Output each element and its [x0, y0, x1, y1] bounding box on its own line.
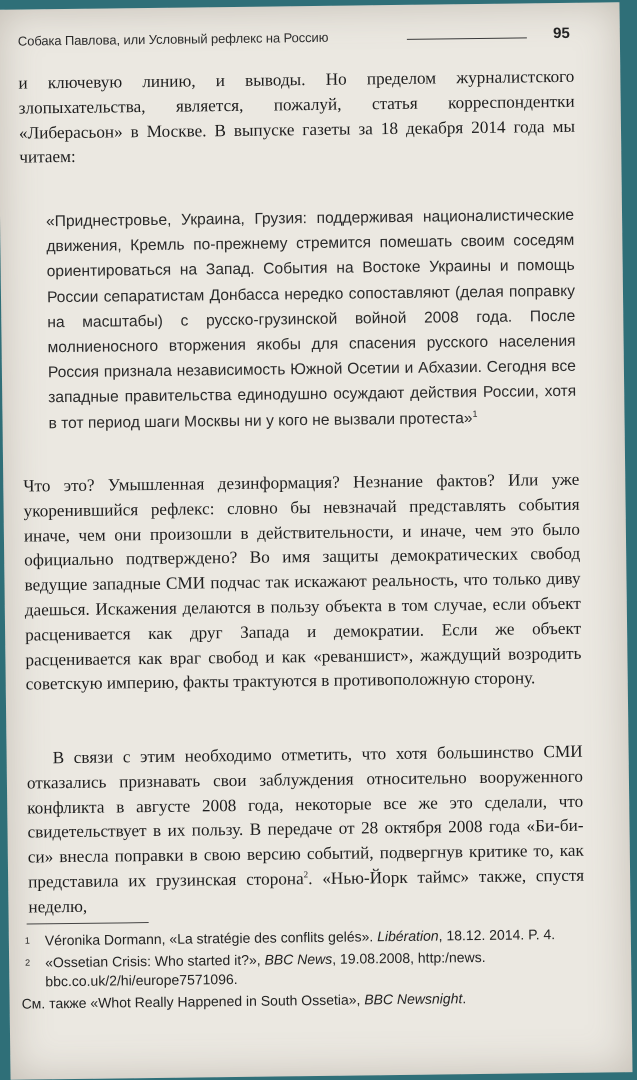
header-rule [407, 37, 527, 39]
footnote-1 [25, 925, 585, 951]
book-page [0, 2, 633, 1080]
running-title: Собака Павлова, или Условный рефлекс на Россию [17, 29, 329, 49]
running-header [14, 23, 570, 60]
footnote-link: , 19.08.2008, http:/news. bbc.co.uk/2/hi/europe7571096. [45, 948, 486, 990]
footnote-number: 1 [24, 935, 30, 946]
footnote-text: Véronika Dormann, «La stratégie des conflits gelés». [44, 928, 374, 949]
intro-paragraph: и ключевую линию, и выводы. Но пределом журналистского злопыхательства, является, пожалуй, статья корреспондентки «Либерасьон» в Москве. В выпуске газеты за 18 декабря 2014 года мы читаем: [18, 66, 576, 167]
footnote-2-extra [22, 988, 586, 1014]
quotation-text: «Приднестровье, Украина, Грузия: поддерживая националистические движения, Кремль по-прежнему стремится помешать своим соседям ориентироваться на Запад. События на Востоке Украины и помощь России сепаратистам Донбасса нередко сопоставляют (делая поправку на масштабы) с русско-грузинской войной 2008 года. После молниеносного вторжения якобы для спасения русского населения Россия признала независимость Южной Осетии и Абхазии. Сегодня все западные правительства единодушно осуждают действия России, хотя в тот период шаги Москвы ни у кого не вызвали протеста» [45, 206, 577, 432]
footnote-text: «Ossetian Crisis: Who started it?», [45, 951, 261, 971]
footnote-rule [27, 922, 149, 924]
paragraph-2-continuation: . «Нью-Йорк таймс» также, спустя неделю, [28, 865, 585, 917]
footnote-source: Libération [377, 927, 439, 945]
footnote-source: BBC Newsnight [364, 990, 463, 1008]
body-paragraph-2 [26, 740, 584, 920]
footnote-text: См. также «Whot Really Happened in South Ossetia», [21, 991, 361, 1012]
footnote-ref-1[interactable]: 1 [472, 408, 478, 419]
footnote-2 [25, 947, 585, 992]
footnote-ref-2[interactable]: 2 [303, 869, 309, 880]
body-paragraph-1: Что это? Умышленная дезинформация? Незнание фактов? Или уже укоренившийся рефлекс: словно бы невзначай представлять события иначе, чем они произошли в действительности, и иначе, чем это было официально подтверждено? Во имя защиты демократических свобод ведущие западные СМИ подчас так искажают реальность, что только диву даешься. Искажения делаются в пользу объекта в том случае, если объект расценивается как друг Запада и демократии. Если же объект расценивается как враг свобод и как «реваншист», жаждущий возродить советскую империю, факты трактуются в противоположную сторону. [23, 469, 582, 694]
page-number: 95 [553, 24, 570, 43]
quotation-block [46, 203, 577, 436]
paragraph-2-text: В связи с этим необходимо отметить, что хотя большинство СМИ отказались признавать свои заблуждения относительно вооруженного конфликта в августе 2008 года, некоторые все же это сделали, что свидетельствует в их пользу. В передаче от 28 октября 2008 года «Би-би-си» внесла поправки в свою версию событий, подвергнув критике то, как представила их грузинская сторона [26, 741, 584, 892]
footnote-tail: . [462, 990, 467, 1007]
footnote-source: BBC News [264, 950, 333, 968]
footnote-tail: , 18.12. 2014. P. 4. [438, 926, 556, 944]
footnotes [21, 925, 586, 1017]
footnote-number: 2 [25, 957, 31, 968]
